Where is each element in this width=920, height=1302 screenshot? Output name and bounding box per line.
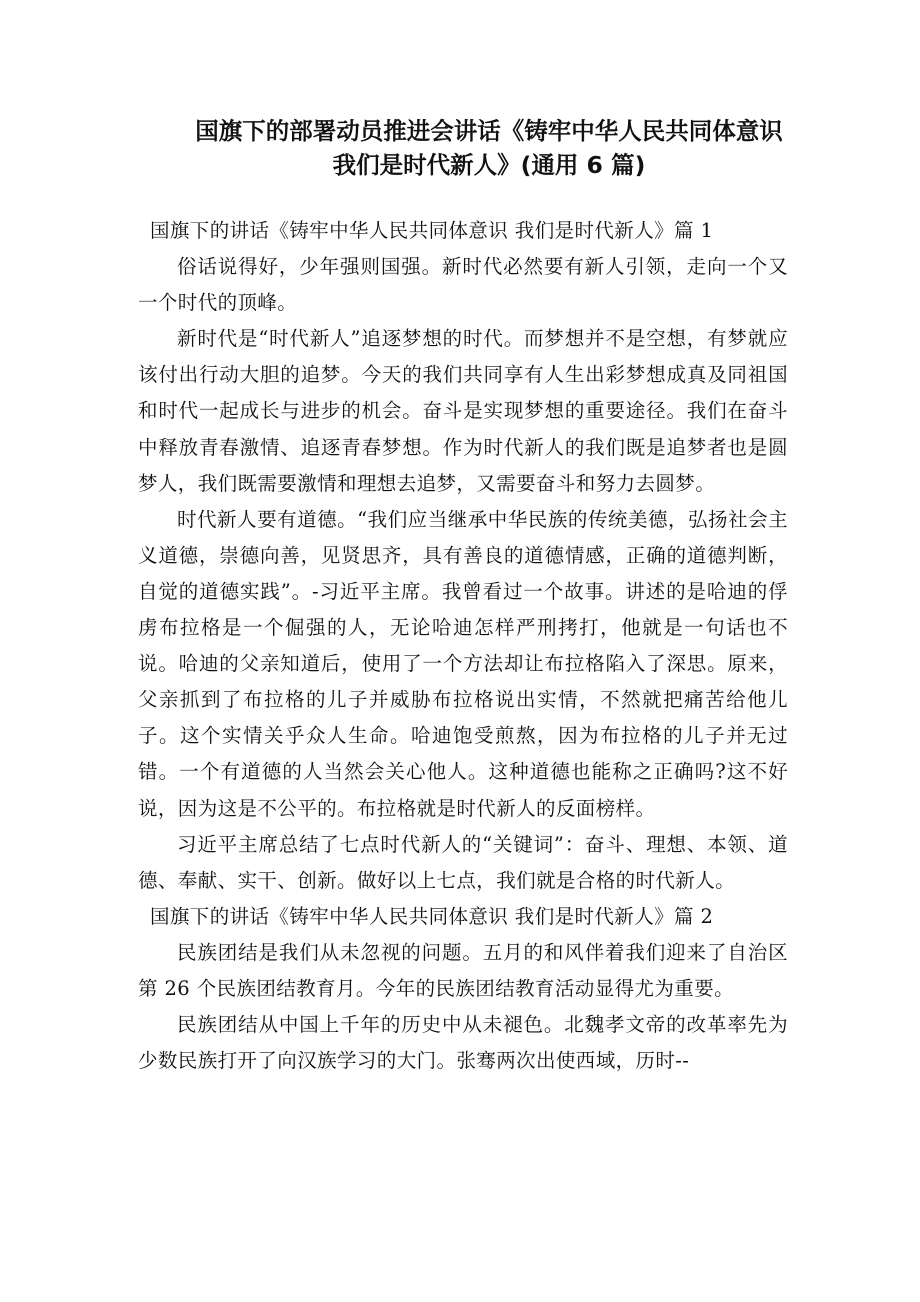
section-heading: 国旗下的讲话《铸牢中华人民共同体意识 我们是时代新人》篇 1 xyxy=(150,219,714,242)
paragraph: 俗话说得好，少年强则国强。新时代必然要有新人引领，走向一个又一个时代的顶峰。 xyxy=(138,255,788,315)
document-body xyxy=(138,213,788,1079)
paragraph: 民族团结是我们从未忽视的问题。五月的和风伴着我们迎来了自治区第 26 个民族团结教育月。今年的民族团结教育活动显得尤为重要。 xyxy=(138,940,788,1000)
paragraph: 新时代是“时代新人”追逐梦想的时代。而梦想并不是空想，有梦就应该付出行动大胆的追梦。今天的我们共同享有人生出彩梦想成真及同祖国和时代一起成长与进步的机会。奋斗是实现梦想的重要途径。我们在奋斗中释放青春激情、追逐青春梦想。作为时代新人的我们既是追梦者也是圆梦人，我们既需要激情和理想去追梦，又需要奋斗和努力去圆梦。 xyxy=(138,327,788,495)
paragraph: 时代新人要有道德。“我们应当继承中华民族的传统美德，弘扬社会主义道德，崇德向善，见贤思齐，具有善良的道德情感，正确的道德判断，自觉的道德实践”。-习近平主席。我曾看过一个故事。讲述的是哈迪的俘虏布拉格是一个倔强的人，无论哈迪怎样严刑拷打，他就是一句话也不说。哈迪的父亲知道后，使用了一个方法却让布拉格陷入了深思。原来，父亲抓到了布拉格的儿子并威胁布拉格说出实情，不然就把痛苦给他儿子。这个实情关乎众人生命。哈迪饱受煎熬，因为布拉格的儿子并无过错。一个有道德的人当然会关心他人。这种道德也能称之正确吗?这不好说，因为这是不公平的。布拉格就是时代新人的反面榜样。 xyxy=(138,507,788,820)
paragraph: 习近平主席总结了七点时代新人的“关键词”：奋斗、理想、本领、道德、奉献、实干、创新。做好以上七点，我们就是合格的时代新人。 xyxy=(138,832,788,892)
document-title: 国旗下的部署动员推进会讲话《铸牢中华人民共同体意识 我们是时代新人》(通用 6 篇) xyxy=(195,117,783,179)
paragraph: 民族团结从中国上千年的历史中从未褪色。北魏孝文帝的改革率先为少数民族打开了向汉族学习的大门。张骞两次出使西域，历时-- xyxy=(138,1013,788,1073)
section-2 xyxy=(138,899,788,1079)
section-heading: 国旗下的讲话《铸牢中华人民共同体意识 我们是时代新人》篇 2 xyxy=(150,904,714,928)
section-1 xyxy=(138,213,788,899)
